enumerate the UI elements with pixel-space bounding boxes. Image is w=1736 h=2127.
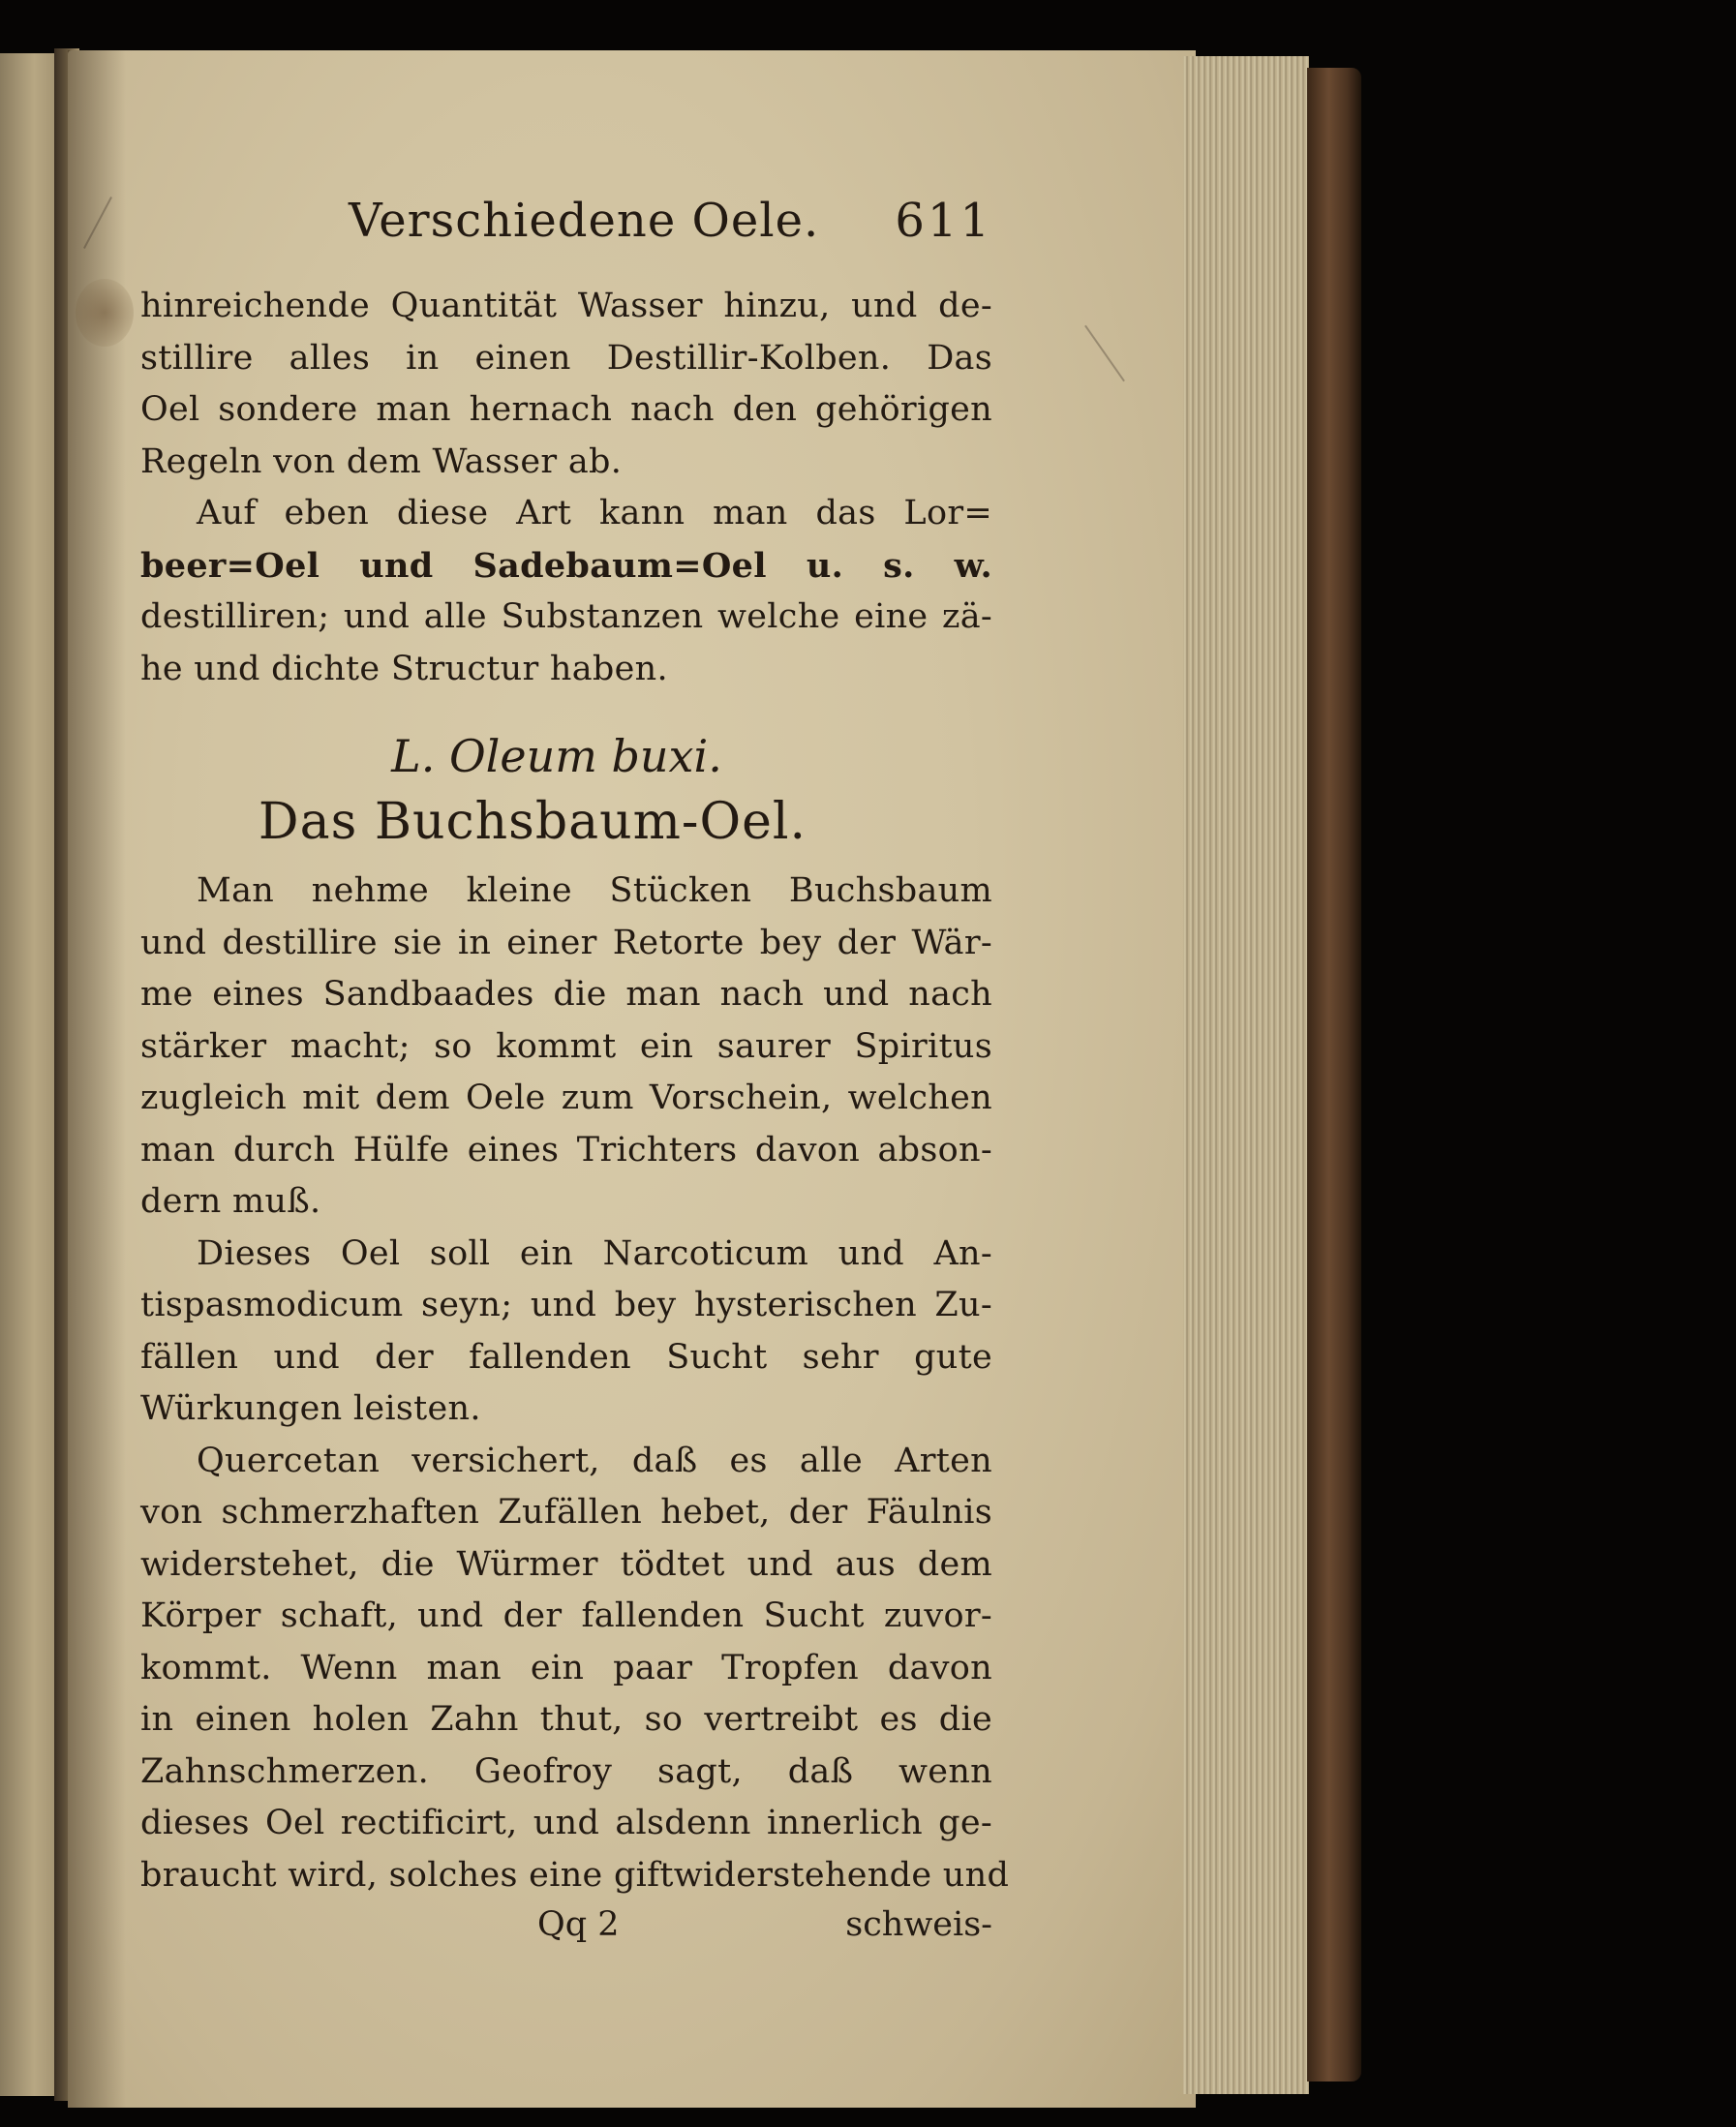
text-line: Quercetan versichert, daß es alle Arten <box>197 1441 992 1480</box>
text-line: dern muß. <box>140 1182 321 1221</box>
text-line: und destillire sie in einer Retorte bey der Wär- <box>140 923 992 962</box>
text-line: fällen und der fallenden Sucht sehr gute <box>140 1337 992 1377</box>
text-line: stärker macht; so kommt ein saurer Spiritus <box>140 1026 992 1066</box>
signature-mark: Qq 2 <box>537 1905 620 1944</box>
text-line: Oel sondere man hernach nach den gehörigen <box>140 390 992 429</box>
text-line: zugleich mit dem Oele zum Vorschein, welchen <box>140 1079 992 1117</box>
page-text <box>140 194 1010 1954</box>
page-stack-edges <box>1183 56 1309 2094</box>
paragraph-2 <box>140 488 992 695</box>
paragraph-3 <box>140 866 992 1229</box>
text-line: Man nehme kleine Stücken Buchsbaum <box>197 871 992 910</box>
catchword: schweis- <box>845 1905 992 1944</box>
text-line: Zahnschmerzen. Geofroy sagt, daß wenn <box>140 1751 992 1791</box>
section-title: Das Buchsbaum-Oel. <box>258 793 807 851</box>
text-line: kommt. Wenn man ein paar Tropfen davon <box>140 1648 992 1687</box>
text-line: me eines Sandbaades die man nach und nach <box>140 975 992 1014</box>
previous-page-edge <box>0 53 62 2096</box>
page-footer <box>140 1901 992 1954</box>
running-title: Verschiedene Oele. <box>349 194 820 248</box>
running-head <box>140 194 992 281</box>
paragraph-1 <box>140 281 992 488</box>
text-line: Würkungen leisten. <box>140 1389 481 1428</box>
text-line: destilliren; und alle Substanzen welche eine zä- <box>140 597 992 636</box>
text-line: beer=Oel und Sadebaum=Oel u. s. w. <box>140 545 992 586</box>
leather-binding <box>1307 68 1361 2081</box>
section-latin-heading: L. Oleum buxi. <box>391 730 722 782</box>
paragraph-4 <box>140 1229 992 1436</box>
page-shadow <box>68 50 126 2108</box>
text-line: hinreichende Quantität Wasser hinzu, und de- <box>140 287 992 325</box>
text-line: braucht wird, solches eine giftwiderstehende und <box>140 1855 1010 1895</box>
text-line: man durch Hülfe eines Trichters davon abson- <box>140 1130 992 1170</box>
text-line: in einen holen Zahn thut, so vertreibt es die <box>140 1700 992 1739</box>
text-line: tispasmodicum seyn; und bey hysterischen Zu- <box>140 1286 992 1324</box>
page-number: 611 <box>895 194 992 248</box>
text-line: Auf eben diese Art kann man das Lor= <box>197 494 992 532</box>
text-line: he und dichte Structur haben. <box>140 649 668 688</box>
text-line: stillire alles in einen Destillir-Kolben. Das <box>140 338 992 378</box>
text-line: Dieses Oel soll ein Narcoticum und An- <box>197 1233 992 1273</box>
paragraph-5 <box>140 1436 1010 1902</box>
text-line: widerstehet, die Würmer tödtet und aus dem <box>140 1544 992 1584</box>
text-line: dieses Oel rectificirt, und alsdenn innerlich ge- <box>140 1804 992 1842</box>
text-line: von schmerzhaften Zufällen hebet, der Fäulnis <box>140 1493 992 1532</box>
text-line: Körper schaft, und der fallenden Sucht zuvor- <box>140 1596 992 1635</box>
page-stain <box>76 279 134 347</box>
text-line: Regeln von dem Wasser ab. <box>140 441 623 481</box>
